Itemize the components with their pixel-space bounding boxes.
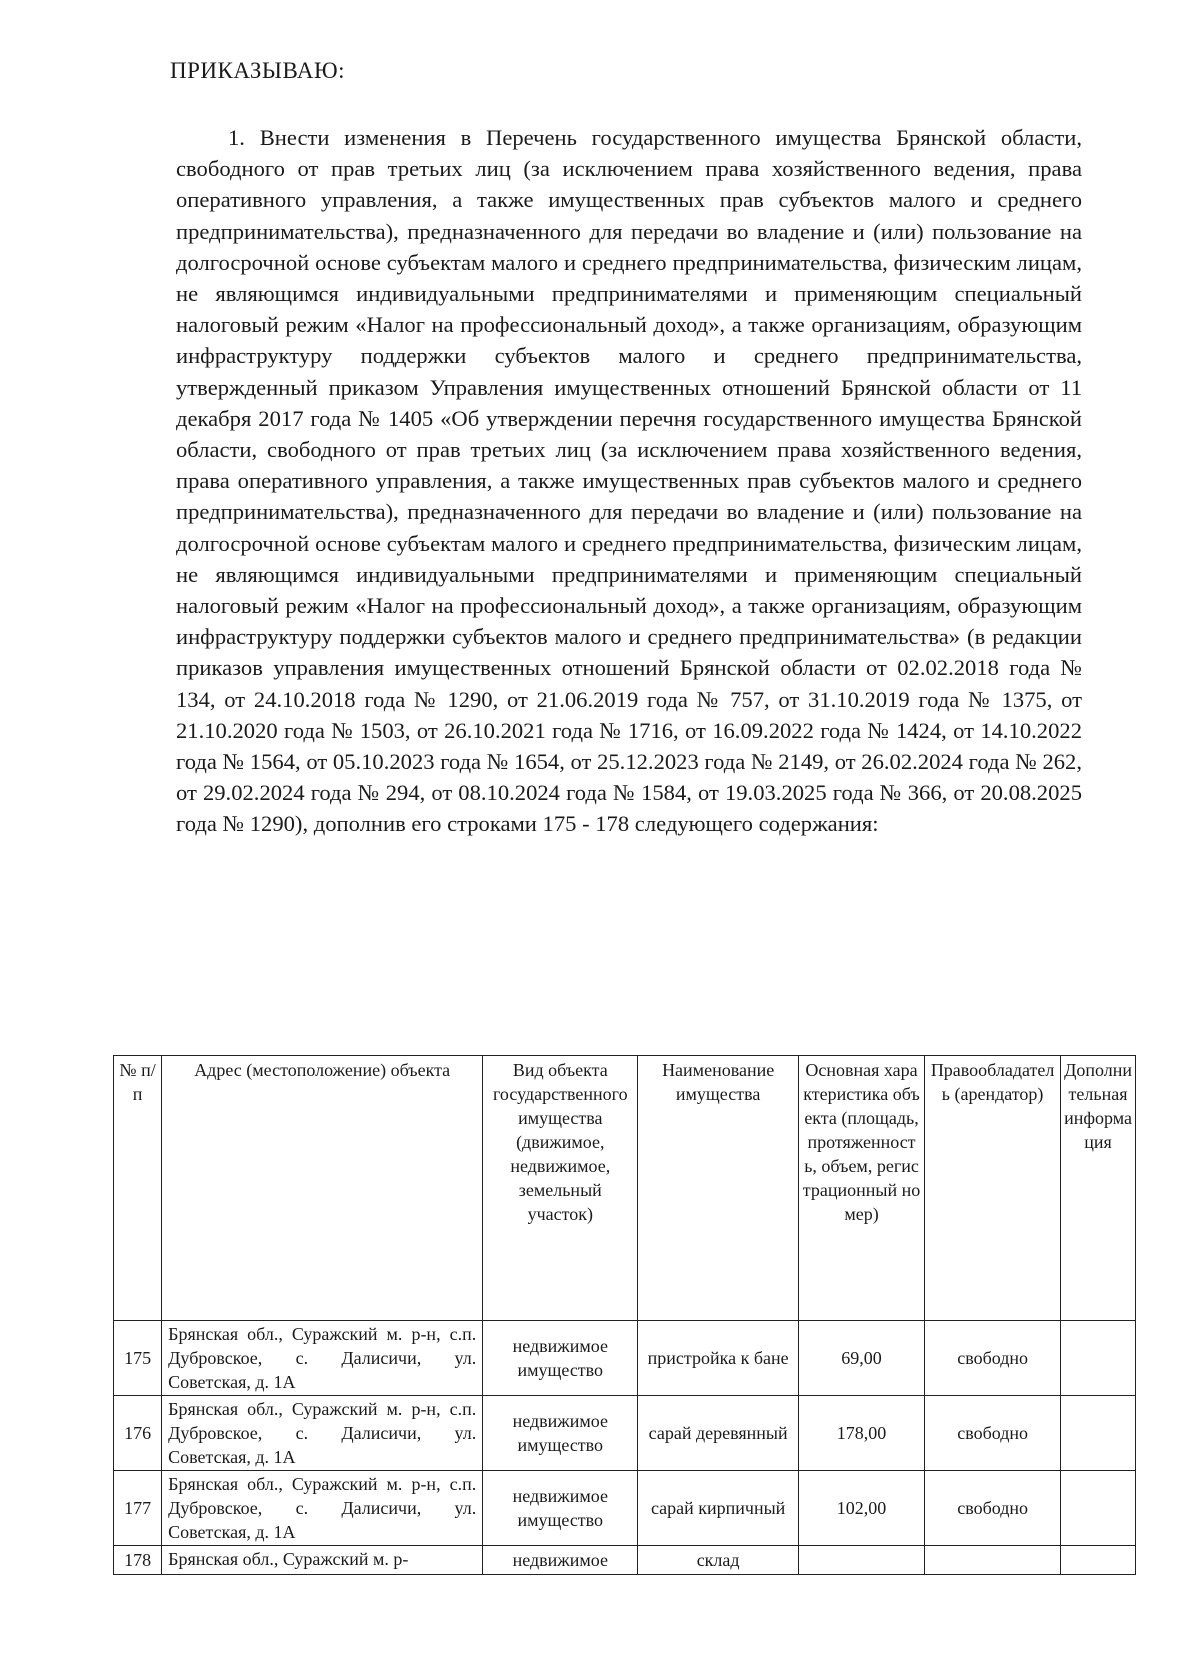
row-name: сарай деревянный [638,1396,799,1471]
table-header-row [114,1056,1136,1321]
header-extra: Дополнительная информация [1061,1056,1136,1321]
row-holder: свободно [925,1471,1061,1546]
row-num: 178 [114,1546,162,1575]
table-row [114,1546,1136,1575]
header-holder: Правообладатель (арендатор) [925,1056,1061,1321]
row-type: недвижимое имущество [483,1321,638,1396]
header-type: Вид объекта государственного имущества (движимое, недвижимое, земельный участок) [483,1056,638,1321]
row-extra [1061,1396,1136,1471]
table-row [114,1396,1136,1471]
row-num: 177 [114,1471,162,1546]
row-holder [925,1546,1061,1575]
row-extra [1061,1546,1136,1575]
row-characteristic: 102,00 [798,1471,924,1546]
row-type: недвижимое имущество [483,1471,638,1546]
row-num: 176 [114,1396,162,1471]
header-characteristic: Основная характеристика объекта (площадь, протяженность, объем, регистрационный номер) [798,1056,924,1321]
property-table [113,1055,1136,1575]
row-address: Брянская обл., Суражский м. р-н, с.п. Дубровское, с. Далисичи, ул. Советская, д. 1А [162,1396,483,1471]
row-extra [1061,1321,1136,1396]
row-address: Брянская обл., Суражский м. р-н, с.п. Дубровское, с. Далисичи, ул. Советская, д. 1А [162,1471,483,1546]
row-address: Брянская обл., Суражский м. р-н, с.п. Дубровское, с. Далисичи, ул. Советская, д. 1А [162,1321,483,1396]
row-name: пристройка к бане [638,1321,799,1396]
header-name: Наименование имущества [638,1056,799,1321]
row-name: сарай кирпичный [638,1471,799,1546]
row-address: Брянская обл., Суражский м. р- [162,1546,483,1575]
order-paragraph: 1. Внести изменения в Перечень государственного имущества Брянской области, свободного от прав третьих лиц (за исключением права хозяйственного ведения, права оперативного управления, а также имущественных прав субъектов малого и среднего предпринимательства), предназначенного для передачи во владение и (или) пользование на долгосрочной основе субъектам малого и среднего предпринимательства, физическим лицам, не являющимся индивидуальными предпринимателями и применяющим специальный налоговый режим «Налог на профессиональный доход», а также организациям, образующим инфраструктуру поддержки субъектов малого и среднего предпринимательства, утвержденный приказом Управления имущественных отношений Брянской области от 11 декабря 2017 года № 1405 «Об утверждении перечня государственного имущества Брянской области, свободного от прав третьих лиц (за исключением права хозяйственного ведения, права оперативного управления, а также имущественных прав субъектов малого и среднего предпринимательства), предназначенного для передачи во владение и (или) пользование на долгосрочной основе субъектам малого и среднего предпринимательства, физическим лицам, не являющимся индивидуальными предпринимателями и применяющим специальный налоговый режим «Налог на профессиональный доход», а также организациям, образующим инфраструктуру поддержки субъектов малого и среднего предпринимательства» (в редакции приказов управления имущественных отношений Брянской области от 02.02.2018 года № 134, от 24.10.2018 года № 1290, от 21.06.2019 года № 757, от 31.10.2019 года № 1375, от 21.10.2020 года № 1503, от 26.10.2021 года № 1716, от 16.09.2022 года № 1424, от 14.10.2022 года № 1564, от 05.10.2023 года № 1654, от 25.12.2023 года № 2149, от 26.02.2024 года № 262, от 29.02.2024 года № 294, от 08.10.2024 года № 1584, от 19.03.2025 года № 366, от 20.08.2025 года № 1290), дополнив его строками 175 - 178 следующего содержания: [176,125,1082,837]
row-type: недвижимое имущество [483,1396,638,1471]
row-holder: свободно [925,1321,1061,1396]
row-name: склад [638,1546,799,1575]
row-characteristic: 69,00 [798,1321,924,1396]
header-num: № п/п [114,1056,162,1321]
row-extra [1061,1471,1136,1546]
table-row [114,1321,1136,1396]
order-heading: ПРИКАЗЫВАЮ: [170,58,346,83]
header-address: Адрес (местоположение) объекта [162,1056,483,1321]
row-characteristic: 178,00 [798,1396,924,1471]
row-num: 175 [114,1321,162,1396]
row-type: недвижимое [483,1546,638,1575]
row-characteristic [798,1546,924,1575]
row-holder: свободно [925,1396,1061,1471]
table-row [114,1471,1136,1546]
